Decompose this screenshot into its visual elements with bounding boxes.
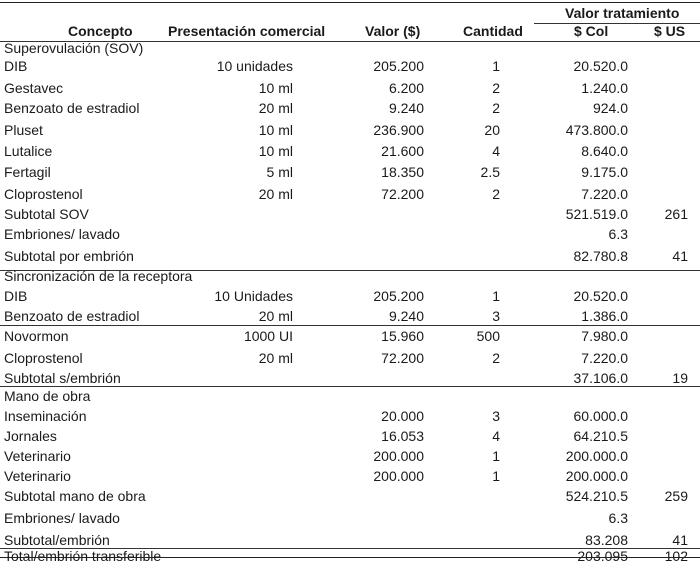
table-cell: 259	[664, 488, 688, 504]
table-row	[0, 226, 700, 244]
table-cell: 6.200	[388, 80, 424, 96]
table-cell: 41	[672, 532, 688, 548]
table-cell: 1	[492, 448, 500, 464]
table-cell: 5 ml	[266, 164, 293, 180]
section-rule	[0, 557, 700, 558]
table-cell: 20 ml	[258, 186, 293, 202]
table-cell: 20 ml	[258, 100, 293, 116]
table-cell: 83.208	[585, 532, 628, 548]
table-cell: 21.600	[381, 143, 424, 159]
table-cell: 236.900	[373, 122, 424, 138]
header-concepto: Concepto	[68, 23, 133, 39]
table-cell: Mano de obra	[4, 388, 91, 404]
table-cell: 4	[492, 143, 500, 159]
table-cell: 9.240	[388, 100, 424, 116]
table-cell: Benzoato de estradiol	[4, 100, 140, 116]
table-cell: 10 ml	[258, 122, 293, 138]
table-cell: 924.0	[592, 100, 628, 116]
table-cell: Cloprostenol	[4, 186, 83, 202]
table-cell: 20 ml	[258, 350, 293, 366]
table-cell: 200.000.0	[565, 468, 628, 484]
table-row	[0, 40, 700, 58]
table-cell: Jornales	[4, 428, 57, 444]
table-cell: 20.520.0	[573, 288, 628, 304]
table-cell: 20.000	[381, 408, 424, 424]
header-row	[0, 23, 700, 41]
table-row	[0, 288, 700, 306]
top-rule	[0, 2, 700, 3]
table-cell: 521.519.0	[565, 206, 628, 222]
table-cell: Total/embrión transferible	[4, 548, 162, 564]
table-cell: Embriones/ lavado	[4, 510, 120, 526]
table-row	[0, 80, 700, 98]
table-cell: 473.800.0	[565, 122, 628, 138]
table-row	[0, 308, 700, 326]
table-row	[0, 328, 700, 346]
table-cell: 2	[492, 186, 500, 202]
table-cell: DIB	[4, 58, 28, 74]
table-cell: 261	[664, 206, 688, 222]
section-rule	[0, 325, 700, 326]
table-cell: Subtotal/embrión	[4, 532, 110, 548]
section-rule	[0, 270, 700, 271]
table-cell: 1	[492, 288, 500, 304]
table-cell: 4	[492, 428, 500, 444]
table-cell: 2	[492, 80, 500, 96]
table-cell: 60.000.0	[573, 408, 628, 424]
table-cell: 7.980.0	[581, 328, 628, 344]
table-cell: Gestavec	[4, 80, 64, 96]
table-cell: Sincronización de la receptora	[4, 268, 193, 284]
table-cell: 15.960	[381, 328, 424, 344]
table-row	[0, 164, 700, 182]
table-cell: 18.350	[381, 164, 424, 180]
table-cell: 72.200	[381, 186, 424, 202]
table-cell: Veterinario	[4, 448, 71, 464]
table-cell: 9.175.0	[581, 164, 628, 180]
table-cell: Veterinario	[4, 468, 71, 484]
table-cell: 20	[484, 122, 500, 138]
table-cell: 3	[492, 308, 500, 324]
table-cell: 200.000	[373, 468, 424, 484]
table-cell: 41	[672, 248, 688, 264]
table-cell: 205.200	[373, 58, 424, 74]
table-cell: Subtotal SOV	[4, 206, 89, 222]
table-cell: Lutalice	[4, 143, 53, 159]
table-cell: 2.5	[480, 164, 500, 180]
table-cell: 7.220.0	[581, 186, 628, 202]
table-cell: 1000 UI	[243, 328, 293, 344]
table-row	[0, 206, 700, 224]
table-row	[0, 510, 700, 528]
table-cell: 205.200	[373, 288, 424, 304]
group-header: Valor tratamiento	[565, 5, 680, 21]
table-row	[0, 58, 700, 76]
table-cell: 7.220.0	[581, 350, 628, 366]
table-cell: 82.780.8	[573, 248, 628, 264]
table-cell: 203.095	[577, 548, 628, 564]
table-cell: 10 Unidades	[214, 288, 293, 304]
table-cell: 6.3	[608, 226, 628, 242]
table-cell: 2	[492, 350, 500, 366]
table-cell: 500	[476, 328, 500, 344]
table-row	[0, 122, 700, 140]
table-cell: 64.210.5	[573, 428, 628, 444]
table-cell: 524.210.5	[565, 488, 628, 504]
table-cell: 20.520.0	[573, 58, 628, 74]
table-cell: 19	[672, 370, 688, 386]
table-cell: Fertagil	[4, 164, 51, 180]
table-row	[0, 186, 700, 204]
table-cell: 2	[492, 100, 500, 116]
section-rule	[0, 548, 700, 549]
table-row	[0, 428, 700, 446]
table-cell: 1.240.0	[581, 80, 628, 96]
table-row	[0, 468, 700, 486]
table-cell: Superovulación (SOV)	[4, 40, 144, 56]
table-cell: 102	[664, 548, 688, 564]
table-row	[0, 408, 700, 426]
table-cell: Inseminación	[4, 408, 87, 424]
table-cell: 200.000	[373, 448, 424, 464]
table-cell: 6.3	[608, 510, 628, 526]
table-cell: 200.000.0	[565, 448, 628, 464]
table-row	[0, 143, 700, 161]
header-presentacion: Presentación comercial	[168, 23, 326, 39]
table-cell: 1	[492, 468, 500, 484]
header-cantidad: Cantidad	[463, 23, 523, 39]
table-cell: 1	[492, 58, 500, 74]
table-cell: Cloprostenol	[4, 350, 83, 366]
table-cell: 9.240	[388, 308, 424, 324]
header-valor: Valor ($)	[365, 23, 421, 39]
table-row	[0, 448, 700, 466]
table-row	[0, 388, 700, 406]
table-cell: DIB	[4, 288, 28, 304]
table-cell: 10 unidades	[216, 58, 293, 74]
table-row	[0, 350, 700, 368]
table-row	[0, 248, 700, 266]
table-cell: 20 ml	[258, 308, 293, 324]
table-cell: Pluset	[4, 122, 43, 138]
table-cell: 1.386.0	[581, 308, 628, 324]
table-row	[0, 100, 700, 118]
table-cell: Subtotal s/embrión	[4, 370, 121, 386]
table-cell: 3	[492, 408, 500, 424]
header-us: $ US	[654, 23, 686, 39]
table-row	[0, 488, 700, 506]
table-cell: 16.053	[381, 428, 424, 444]
table-cell: 10 ml	[258, 143, 293, 159]
table-cell: 10 ml	[258, 80, 293, 96]
table-cell: 72.200	[381, 350, 424, 366]
section-rule	[0, 386, 700, 387]
table-cell: Subtotal mano de obra	[4, 488, 146, 504]
header-col: $ Col	[574, 23, 609, 39]
group-header-row	[0, 5, 700, 23]
table-cell: 37.106.0	[573, 370, 628, 386]
table-cell: Embriones/ lavado	[4, 226, 120, 242]
table-cell: 8.640.0	[581, 143, 628, 159]
table-cell: Benzoato de estradiol	[4, 308, 140, 324]
table-cell: Subtotal por embrión	[4, 248, 134, 264]
table-cell: Novormon	[4, 328, 69, 344]
